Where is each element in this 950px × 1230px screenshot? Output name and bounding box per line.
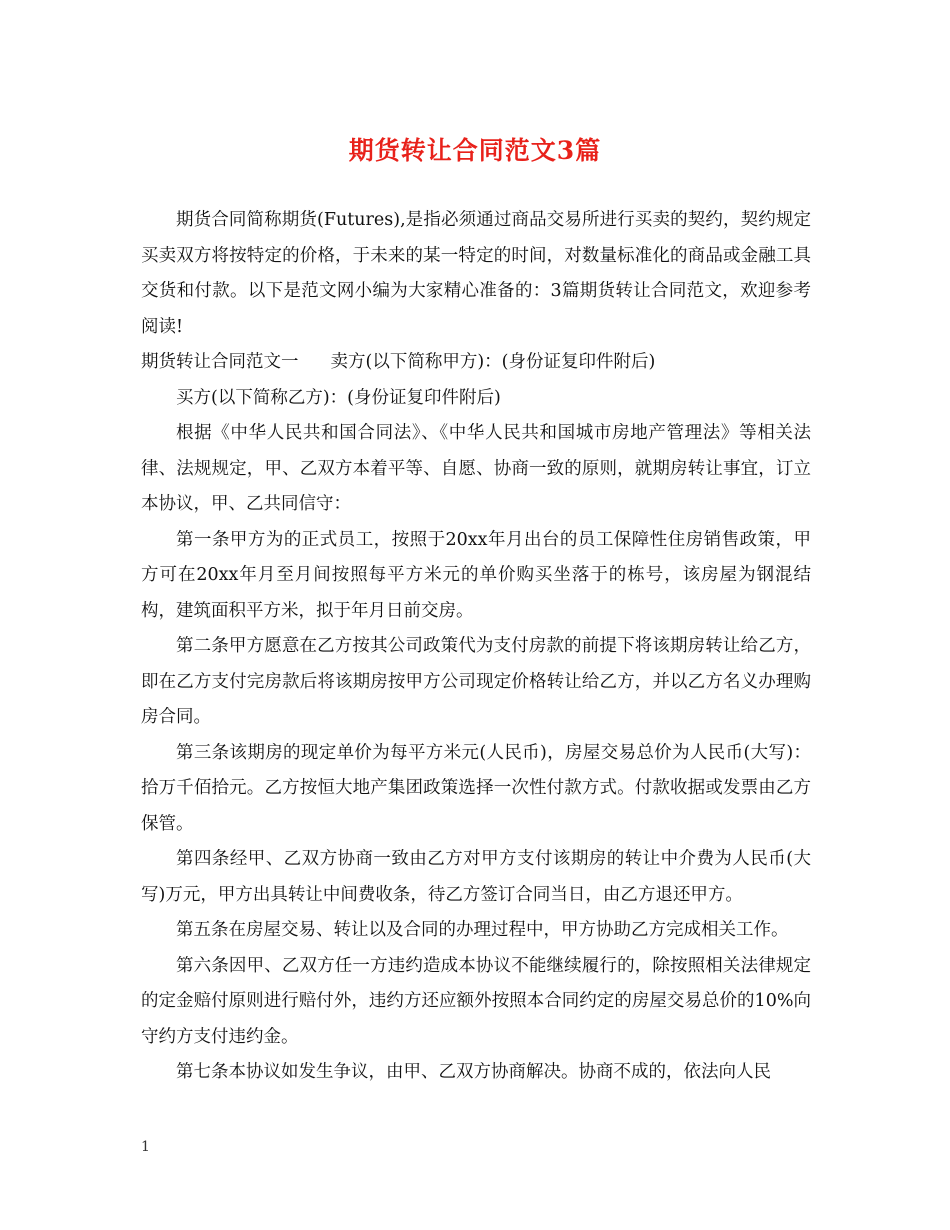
buyer-line: 买方(以下简称乙方)：(身份证复印件附后) (176, 387, 501, 408)
article-2: 第二条甲方愿意在乙方按其公司政策代为支付房款的前提下将该期房转让给乙方，即在乙方支付完房款后将该期房按甲方公司现定价格转让给乙方，并以乙方名义办理购房合同。 (141, 636, 811, 727)
page-number: 1 (141, 1139, 150, 1155)
section-heading: 期货转让合同范文一 (141, 352, 299, 372)
article-4: 第四条经甲、乙双方协商一致由乙方对甲方支付该期房的转让中介费为人民币(大写)万元，甲方出具转让中间费收条，待乙方签订合同当日，由乙方退还甲方。 (141, 849, 811, 905)
section-heading-line (141, 345, 811, 381)
intro-paragraph: 期货合同简称期货(Futures),是指必须通过商品交易所进行买卖的契约，契约规定买卖双方将按特定的价格，于未来的某一特定的时间，对数量标准化的商品或金融工具交货和付款。以下是范文网小编为大家精心准备的：3篇期货转让合同范文，欢迎参考阅读! (141, 210, 811, 337)
article-6: 第六条因甲、乙双方任一方违约造成本协议不能继续履行的，除按照相关法律规定的定金赔付原则进行赔付外，违约方还应额外按照本合同约定的房屋交易总价的10%向守约方支付违约金。 (141, 955, 811, 1047)
article-5: 第五条在房屋交易、转让以及合同的办理过程中，甲方协助乙方完成相关工作。 (176, 920, 789, 940)
article-7: 第七条本协议如发生争议，由甲、乙双方协商解决。协商不成的，依法向人民 (176, 1062, 771, 1082)
article-3: 第三条该期房的现定单价为每平方米元(人民币)，房屋交易总价为人民币(大写)：拾万千佰拾元。乙方按恒大地产集团政策选择一次性付款方式。付款收据或发票由乙方保管。 (141, 742, 811, 834)
document-title: 期货转让合同范文3篇 (348, 136, 602, 165)
document-body (141, 203, 811, 1091)
seller-line: 卖方(以下简称甲方)：(身份证复印件附后) (330, 352, 656, 372)
basis-paragraph: 根据《中华人民共和国合同法》、《中华人民共和国城市房地产管理法》等相关法律、法规规定，甲、乙双方本着平等、自愿、协商一致的原则，就期房转让事宜，订立本协议，甲、乙共同信守： (141, 423, 811, 514)
article-1: 第一条甲方为的正式员工，按照于20xx年月出台的员工保障性住房销售政策，甲方可在20xx年月至月间按照每平方米元的单价购买坐落于的栋号，该房屋为钢混结构，建筑面积平方米，拟于年月日前交房。 (141, 529, 811, 621)
